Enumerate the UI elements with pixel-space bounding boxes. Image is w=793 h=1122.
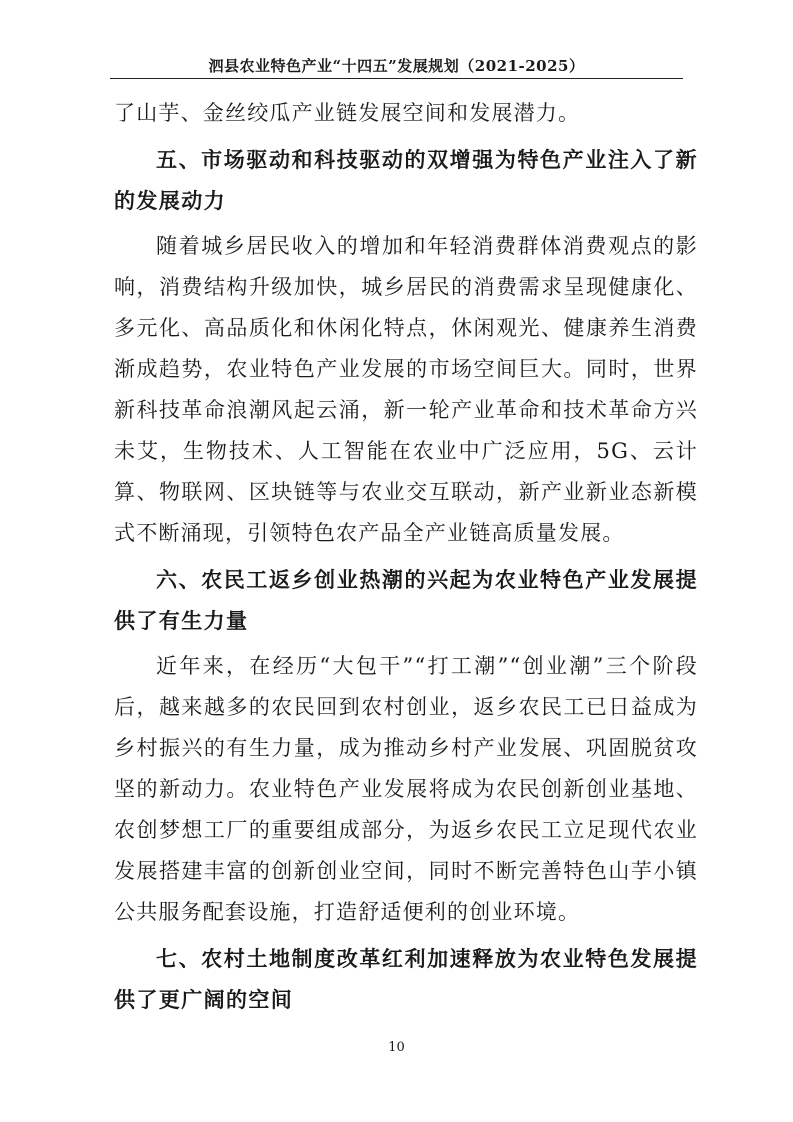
paragraph-continuation: 了山芋、金丝绞瓜产业链发展空间和发展潜力。 xyxy=(114,101,581,125)
paragraph-section-6: 近年来，在经历“大包干”“打工潮”“创业潮”三个阶段后，越来越多的农民回到农村创业，返乡农民工已日益成为乡村振兴的有生力量，成为推动乡村产业发展、巩固脱贫攻坚的新动力。农业特色产业发展将成为农民创新创业基地、农创梦想工厂的重要组成部分，为返乡农民工立足现代农业发展搭建丰富的创新创业空间，同时不断完善特色山芋小镇公共服务配套设施，打造舒适便利的创业环境。 xyxy=(114,654,698,924)
document-body xyxy=(114,93,698,1025)
header-divider xyxy=(110,78,683,79)
section-heading-7: 七、农村土地制度改革红利加速释放为农业特色发展提供了更广阔的空间 xyxy=(114,947,698,1012)
running-header: 泗县农业特色产业“十四五”发展规划（2021-2025） xyxy=(208,57,585,75)
section-heading-5: 五、市场驱动和科技驱动的双增强为特色产业注入了新的发展动力 xyxy=(114,148,698,213)
section-heading-6: 六、农民工返乡创业热潮的兴起为农业特色产业发展提供了有生力量 xyxy=(114,568,698,633)
page-number: 10 xyxy=(388,1040,405,1055)
paragraph-section-5: 随着城乡居民收入的增加和年轻消费群体消费观点的影响，消费结构升级加快，城乡居民的消费需求呈现健康化、多元化、高品质化和休闲化特点，休闲观光、健康养生消费渐成趋势，农业特色产业发展的市场空间巨大。同时，世界新科技革命浪潮风起云涌，新一轮产业革命和技术革命方兴未艾，生物技术、人工智能在农业中广泛应用，5G、云计算、物联网、区块链等与农业交互联动，新产业新业态新模式不断涌现，引领特色农产品全产业链高质量发展。 xyxy=(114,234,698,545)
